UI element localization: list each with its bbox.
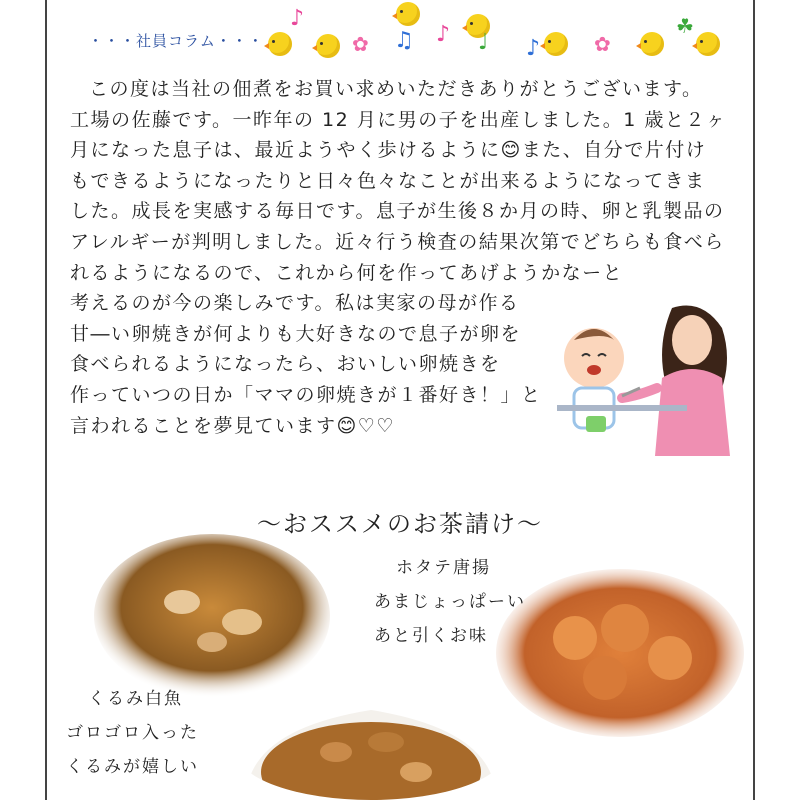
article-line: 食べられるようになったら、おいしい卵焼きを <box>70 353 501 376</box>
clover-icon: ☘ <box>676 14 694 38</box>
chick-icon <box>696 32 720 56</box>
music-note-icon: ♪ <box>436 22 451 47</box>
recommend-heading: ～おススメのお茶請け～ <box>257 510 543 538</box>
article-line: 考えるのが今の楽しみです。私は実家の母が作る <box>70 292 520 315</box>
caption-line: あと引くお味 <box>374 626 488 646</box>
article-line: この度は当社の佃煮をお買い求めいただきありがとうございます。 <box>89 78 703 100</box>
chick-icon <box>316 34 340 58</box>
flower-icon: ✿ <box>594 32 611 56</box>
chick-icon <box>396 2 420 26</box>
caption-line: くるみ白魚 <box>88 689 183 709</box>
mother-feeding-baby-illustration <box>552 288 738 456</box>
article-line: 工場の佐藤です。一昨年の 12 月に男の子を出産しました。1 歳と２ヶ <box>70 108 727 131</box>
article-line: 作っていつの日か「ママの卵焼きが１番好き！」と <box>70 383 542 406</box>
article-line: 言われることを夢見ています😊♡♡ <box>70 414 395 437</box>
music-note-icon: ♪ <box>526 36 541 61</box>
article-line: アレルギーが判明しました。近々行う検査の結果次第でどちらも食べら <box>70 230 725 253</box>
column-label: ・・・社員コラム・・・ <box>88 32 264 50</box>
caption-line: ゴロゴロ入った <box>66 723 199 743</box>
scallop-karaage-image <box>495 568 745 738</box>
chick-icon <box>544 32 568 56</box>
article-line: した。成長を実感する毎日です。息子が生後８か月の時、卵と乳製品の <box>70 200 725 223</box>
walnut-caption <box>66 682 199 784</box>
caption-line: くるみが嬉しい <box>66 757 199 777</box>
music-note-icon: ♩ <box>478 30 489 55</box>
chick-icon <box>640 32 664 56</box>
article-line: 甘―い卵焼きが何よりも大好きなので息子が卵を <box>70 322 522 345</box>
music-note-icon: ♫ <box>394 28 414 53</box>
walnut-whitebait-image <box>92 532 332 700</box>
caption-line: あまじょっぱーい <box>374 592 526 612</box>
article-line: 月になった息子は、最近ようやく歩けるように😊また、自分で片付け <box>70 139 707 162</box>
caption-line: ホタテ唐揚 <box>396 558 491 578</box>
article-line: もできるようになったりと日々色々なことが出来るようになってきま <box>70 169 706 192</box>
flower-icon: ✿ <box>352 32 369 56</box>
chick-icon <box>268 32 292 56</box>
music-note-icon: ♪ <box>290 6 305 31</box>
scallop-caption <box>374 551 526 653</box>
article-line: れるようになるので、これから何を作ってあげようかなーと <box>70 261 624 284</box>
nut-tsukudani-image <box>236 702 506 800</box>
